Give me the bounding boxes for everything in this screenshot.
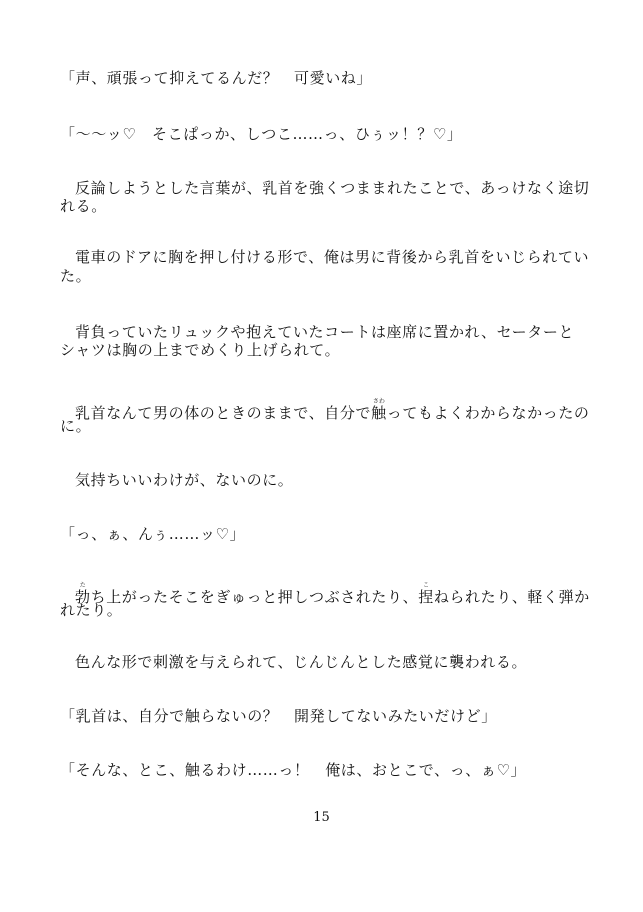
paragraph-3-line-2: れる。 [60,197,107,215]
paragraph-10-line-1: 色んな形で刺激を与えられて、じんじんとした感覚に襲われる。 [75,653,528,671]
paragraph-3-line-1: 反論しようとした言葉が、乳首を強くつままれたことで、あっけなく途切 [75,179,590,197]
paragraph-9-text-between-ruby: ち上がったそこをぎゅっと押しつぶされたり、 [90,588,419,606]
paragraph-6-text-after-ruby: ってもよくわからなかったの [386,404,590,422]
page-number: 15 [313,810,330,825]
ruby-reading: た [75,582,91,589]
ruby-reading: こ [418,582,434,589]
paragraph-11-line-1: 「乳首は、自分で触らないの？ 開発してないみたいだけど」 [60,707,497,725]
paragraph-6-line-2: に。 [60,417,92,435]
ruby-reading: さわ [371,398,387,405]
paragraph-1-line-1: 「声、頑張って抑えてるんだ？ 可愛いね」 [60,69,373,87]
ruby-base: 捏 [418,588,434,606]
paragraph-5-line-1: 背負っていたリュックや抱えていたコートは座席に置かれ、セーターと [75,323,575,341]
paragraph-7-line-1: 気持ちいいわけが、ないのに。 [75,471,294,489]
paragraph-12-line-1: 「そんな、とこ、触るわけ……っ！ 俺は、おとこで、っ、ぁ♡」 [60,761,527,779]
paragraph-8-line-1: 「っ、ぁ、んぅ……ッ♡」 [60,525,246,543]
paragraph-2-line-1: 「～～ッ♡ そこぱっか、しつこ……っ、ひぅッ！？♡」 [60,125,463,143]
paragraph-9-text-after-ruby: ねられたり、軽く弾か [433,588,590,606]
ruby-base: 勃 [75,588,91,606]
paragraph-4-line-1: 電車のドアに胸を押し付ける形で、俺は男に背後から乳首をいじられてい [75,248,590,266]
paragraph-6-text-before-ruby: 乳首なんて男の体のときのままで、自分で [75,404,372,422]
paragraph-9-line-2: れたり。 [60,601,123,619]
paragraph-5-line-2: シャツは胸の上までめくり上げられて。 [60,341,341,359]
ruby-base: 触 [371,404,387,422]
paragraph-4-line-2: た。 [60,267,92,285]
